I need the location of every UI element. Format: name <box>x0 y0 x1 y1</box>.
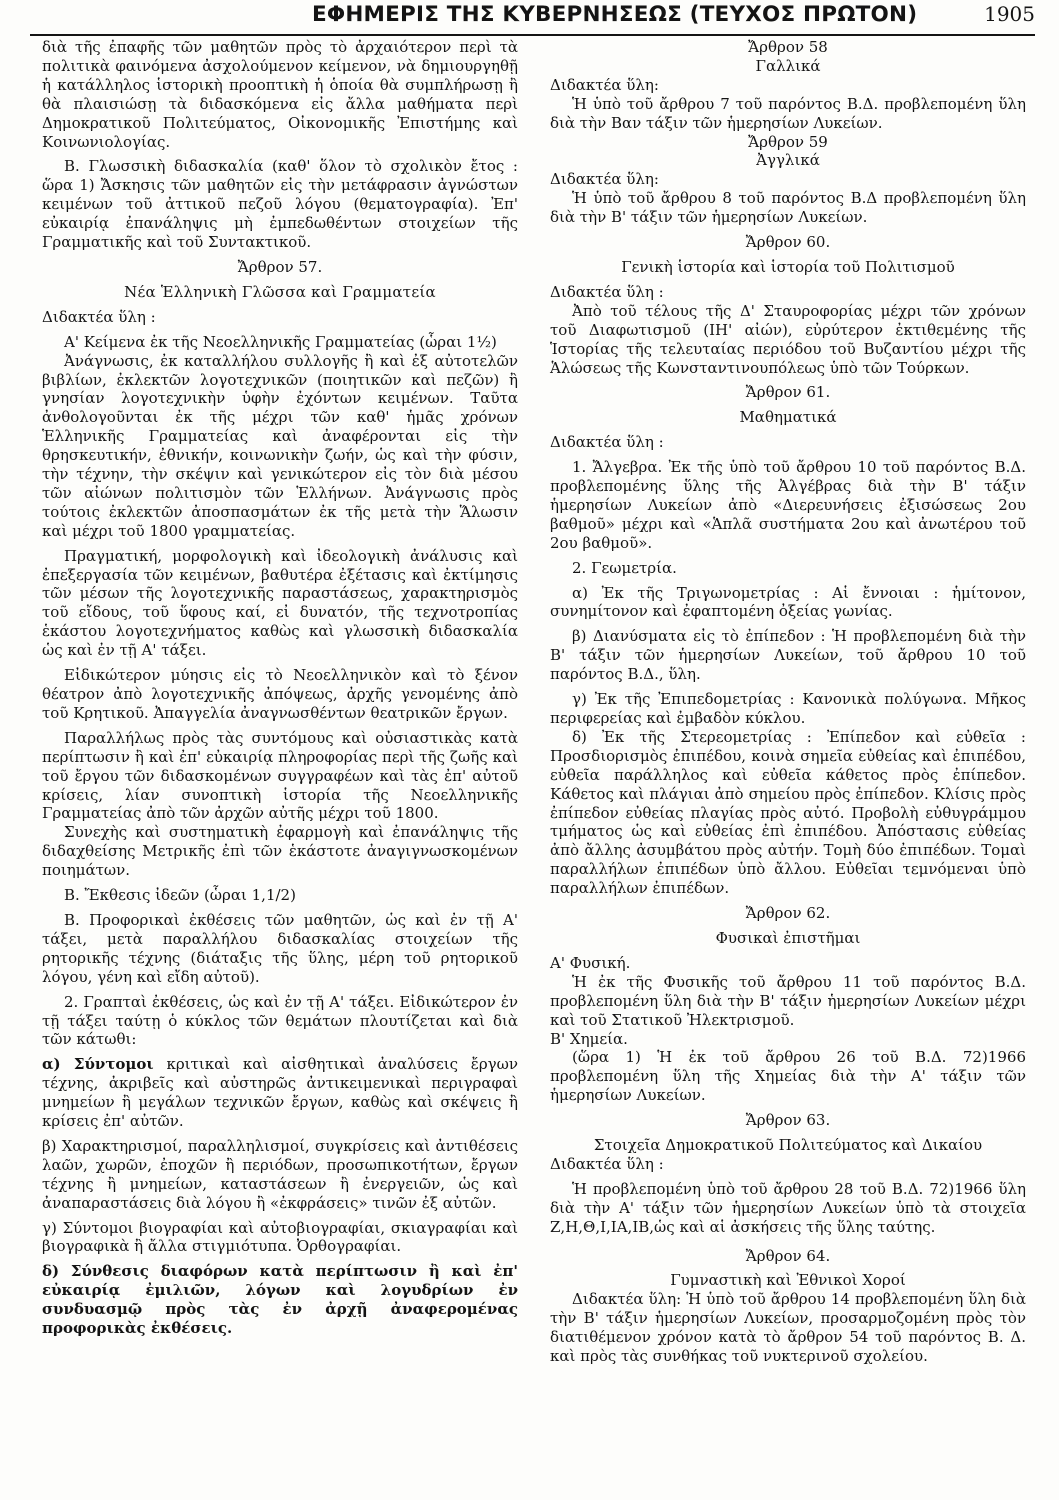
paragraph: 1. Ἄλγεβρα. Ἐκ τῆς ὑπὸ τοῦ ἄρθρου 10 τοῦ παρόντος Β.Δ. προβλεπομένης ὕλης τῆς Ἀλγέβρας διὰ τὴν Β' τάξιν ἡμερησίων Λυκείων ἀπὸ «Διερευνήσεις ἐξισώσεως 2ου βαθμοῦ» μέχρι καὶ «Ἁπλᾶ συστήματα 2ου καὶ ἀνωτέρου τοῦ 2ου βαθμοῦ». <box>550 458 1026 552</box>
article-heading: Ἄρθρον 60. <box>745 233 831 252</box>
article-heading: Ἄρθρον 64. <box>745 1246 831 1265</box>
list-item: β) Διανύσματα εἰς τὸ ἐπίπεδον : Ἡ προβλεπομένη διὰ τὴν Β' τάξιν τῶν ἡμερησίων Λυκείων, τοῦ ἄρθρου 10 τοῦ παρόντος Β.Δ., ὕλη. <box>550 627 1026 684</box>
article-subject: Γυμναστικὴ καὶ Ἐθνικοὶ Χοροί <box>670 1271 906 1290</box>
article-heading: Ἄρθρον 63. <box>745 1111 831 1130</box>
item-text: κριτικαὶ καὶ αἰσθητικαὶ ἀναλύσεις ἔργων τέχνης, ἀκριβεῖς καὶ αὐστηρῶς ἀντικειμενικαὶ περιγραφαὶ μνημείων ἢ μεγάλων τεχνικῶν ἔργων, καθὼς καὶ σκέψεις ἢ κρίσεις ἐπ' αὐτῶν. <box>42 1055 518 1131</box>
header-title: ΕΦΗΜΕΡΙΣ ΤΗΣ ΚΥΒΕΡΝΗΣΕΩΣ (ΤΕΥΧΟΣ ΠΡΩΤΟΝ) <box>312 2 918 27</box>
list-item: α) Ἐκ τῆς Τριγωνομετρίας : Αἱ ἔννοιαι : ἡμίτονον, συνημίτονον καὶ ἐφαπτομένη ὀξείας γωνίας. <box>550 583 1026 621</box>
paragraph: Ἡ ὑπὸ τοῦ ἄρθρου 7 τοῦ παρόντος Β.Δ. προβλεπομένη ὕλη διὰ τὴν Βαν τάξιν τῶν ἡμερησίων Λυκείων. <box>550 94 1026 132</box>
paragraph: Β. Γλωσσικὴ διδασκαλία (καθ' ὅλον τὸ σχολικὸν ἔτος : ὥρα 1) Ἄσκησις τῶν μαθητῶν εἰς τὴν μετάφρασιν ἀγνώστων κειμένων τοῦ ἀττικοῦ πεζοῦ λόγου (θεματογραφία). Ἐπ' εὐκαιρίᾳ ἐπανάληψις μὴ ἐμπεδωθέντων στοιχείων τῆς Γραμματικῆς καὶ τοῦ Συντακτικοῦ. <box>42 157 518 252</box>
article-heading: Ἄρθρον 58 <box>748 38 828 56</box>
article-subject: Στοιχεῖα Δημοκρατικοῦ Πολιτεύματος καὶ Δικαίου <box>593 1136 983 1155</box>
article-heading: Ἄρθρον 57. <box>237 257 323 276</box>
section-heading: Β. Ἔκθεσις ἰδεῶν (ὧραι 1,1/2) <box>64 886 296 905</box>
article-subject: Ἀγγλικά <box>756 151 820 170</box>
paragraph: Εἰδικώτερον μύησις εἰς τὸ Νεοελληνικὸν καὶ τὸ ξένον θέατρον ἀπὸ λογοτεχνικῆς ἀπόψεως, ἀρχῆς γενομένης ἀπὸ τοῦ Κρητικοῦ. Ἀπαγγελία ἀναγνωσθέντων θεατρικῶν ἔργων. <box>42 666 518 722</box>
paragraph: (ὥρα 1) Ἡ ἐκ τοῦ ἄρθρου 26 τοῦ Β.Δ. 72)1966 προβλεπομένη ὕλη τῆς Χημείας διὰ τὴν Α' τάξιν τῶν ἡμερησίων Λυκείων. <box>550 1048 1026 1105</box>
syllabus-label: Διδακτέα ὕλη : <box>550 282 664 301</box>
list-item: γ) Ἐκ τῆς Ἐπιπεδομετρίας : Κανονικὰ πολύγωνα. Μῆκος περιφερείας καὶ ἐμβαδὸν κύκλου. <box>550 690 1026 727</box>
paragraph: Ἡ ὑπὸ τοῦ ἄρθρου 8 τοῦ παρόντος Β.Δ προβλεπομένη ὕλη διὰ τὴν Β' τάξιν τῶν ἡμερησίων Λυκείων. <box>550 189 1026 227</box>
paragraph: Παραλλήλως πρὸς τὰς συντόμους καὶ οὐσιαστικὰς κατὰ περίπτωσιν ἢ καὶ ἐπ' εὐκαιρίᾳ πληροφορίας περὶ τῆς ζωῆς καὶ τοῦ ἔργου τῶν διδασκομένων συγγραφέων καὶ τὰς ἐπ' αὐτοῦ κρίσεις, λίαν συνοπτικὴ ἱστορία τῆς Νεοελληνικῆς Γραμματείας ἀπὸ τῶν ἀρχῶν αὐτῆς μέχρι τοῦ 1800. <box>42 728 518 823</box>
paragraph: Πραγματική, μορφολογικὴ καὶ ἰδεολογικὴ ἀνάλυσις καὶ ἐπεξεργασία τῶν κειμένων, βαθυτέρα ἐξέτασις καὶ ἐκτίμησις τῶν μέσων τῆς λογοτεχνικῆς παραστάσεως, χαρακτηρισμὸς τοῦ εἴδους, τοῦ ὕφους καί, εἰ δυνατόν, τῆς τεχνοτροπίας ἑκάστου λογοτεχνήματος καθὼς καὶ γλωσσικὴ διδασκαλία ὡς καὶ ἐν τῇ Α' τάξει. <box>42 546 518 660</box>
item-lead: α) Σύντομοι <box>42 1055 154 1074</box>
article-subject: Γαλλικά <box>755 56 821 75</box>
section-heading: Β' Χημεία. <box>550 1029 628 1048</box>
article-subject: Γενικὴ ἱστορία καὶ ἱστορία τοῦ Πολιτισμοῦ <box>621 257 955 276</box>
list-item: γ) Σύντομοι βιογραφίαι καὶ αὐτοβιογραφίαι, σκιαγραφίαι καὶ βιογραφικὰ ἢ ἄλλα στιγμιότυπα. Ὀρθογραφίαι. <box>42 1218 518 1256</box>
paragraph: Ἡ ἐκ τῆς Φυσικῆς τοῦ ἄρθρου 11 τοῦ παρόντος Β.Δ. προβλεπομένη ὕλη διὰ τὴν Β' τάξιν ἡμερησίων Λυκείων μέχρι καὶ τοῦ Στατικοῦ Ἠλεκτρισμοῦ. <box>550 972 1026 1029</box>
page-header <box>30 0 1035 36</box>
paragraph: Β. Προφορικαὶ ἐκθέσεις τῶν μαθητῶν, ὡς καὶ ἐν τῇ Α' τάξει, μετὰ παραλλήλου διδασκαλίας στοιχείων τῆς ρητορικῆς τέχνης (διάταξις τῆς ὕλης, μέρη τοῦ ρητορικοῦ λόγου, γένη καὶ εἴδη αὐτοῦ). <box>42 910 518 986</box>
paragraph: Διδακτέα ὕλη: Ἡ ὑπὸ τοῦ ἄρθρου 14 προβλεπομένη ὕλη διὰ τὴν Β' τάξιν ἡμερησίων Λυκείων, προσαρμοζομένη πρὸς τὸν διατιθέμενον χρόνον κατὰ τὸ ἄρθρον 54 τοῦ παρόντος Β. Δ. καὶ πρὸς τὰς συνθήκας τοῦ νυκτερινοῦ σχολείου. <box>550 1290 1026 1366</box>
paragraph: Ἀπὸ τοῦ τέλους τῆς Δ' Σταυροφορίας μέχρι τῶν χρόνων τοῦ Διαφωτισμοῦ (ΙΗ' αἰών), εὐρύτερον ἐκτιθεμένης τῆς Ἱστορίας τῆς τελευταίας περιόδου τοῦ Βυζαντίου μέχρι τῆς Ἁλώσεως τῆς Κωνσταντινουπόλεως ὑπὸ τῶν Τούρκων. <box>550 301 1026 377</box>
section-heading: Α' Φυσική. <box>550 953 631 972</box>
article-subject: Μαθηματικά <box>739 408 837 427</box>
list-item: δ) Σύνθεσις διαφόρων κατὰ περίπτωσιν ἢ καὶ ἐπ' εὐκαιρίᾳ ἐμιλιῶν, λόγων καὶ λογυδρίων ἐν συνδυασμῷ πρὸς τὰς ἐν ἀρχῇ ἀναφερομένας προφορικὰς ἐκθέσεις. <box>42 1262 518 1338</box>
article-heading: Ἄρθρον 61. <box>745 383 831 402</box>
left-column <box>42 38 518 1338</box>
right-column <box>550 38 1026 1366</box>
article-heading: Ἄρθρον 59 <box>748 132 828 151</box>
article-heading: Ἄρθρον 62. <box>745 904 831 923</box>
paragraph: Συνεχὴς καὶ συστηματικὴ ἐφαρμογὴ καὶ ἐπανάληψις τῆς διδαχθείσης Μετρικῆς ἐπὶ τῶν ἑκάστοτε ἀναγιγνωσκομένων ποιημάτων. <box>42 823 518 880</box>
paragraph: διὰ τῆς ἐπαφῆς τῶν μαθητῶν πρὸς τὸ ἀρχαιότερον περὶ τὰ πολιτικὰ φαινόμενα ἀσχολούμενον κείμενον, νὰ δημιουργηθῇ ἡ κατάλληλος ἱστορικὴ προοπτικὴ ἡ ὁποία θὰ συμπλήρωσῃ ἢ θὰ πλαισιώσῃ τὰ διδασκόμενα εἰς ἄλλα μαθήματα περὶ Δημοκρατικοῦ Πολιτεύματος, Οἰκονομικῆς Ἐπιστήμης καὶ Κοινωνιολογίας. <box>42 38 518 151</box>
paragraph: Ἀνάγνωσις, ἐκ καταλλήλου συλλογῆς ἢ καὶ ἐξ αὐτοτελῶν βιβλίων, ἐκλεκτῶν λογοτεχνικῶν (ποιητικῶν καὶ πεζῶν) ἢ γνησίαν λογοτεχνικὴν ὑφὴν ἐχόντων κειμένων. Ταῦτα ἀνθολογοῦνται ἐκ τῆς μέχρι τῶν καθ' ἡμᾶς χρόνων Ἑλληνικῆς Γραμματείας καὶ ἀναφέρονται εἰς τὴν θρησκευτικήν, ἐθνικήν, κοινωνικὴν ζωήν, ὡς καὶ τὴν φύσιν, τὴν τέχνην, τὴν σκέψιν καὶ γενικώτερον εἰς τὸν διὰ μέσου τῶν αἰώνων πολιτισμὸν τῶν Ἑλλήνων. Ἀνάγνωσις πρὸς τούτοις ἐκλεκτῶν ἀποσπασμάτων ἐκ τῆς μετὰ τὴν Ἅλωσιν καὶ μέχρι τοῦ 1800 γραμματείας. <box>42 351 518 540</box>
paragraph: 2. Γεωμετρία. <box>572 558 677 577</box>
syllabus-label: Διδακτέα ὕλη : <box>550 433 664 452</box>
list-item: β) Χαρακτηρισμοί, παραλληλισμοί, συγκρίσεις καὶ ἀντιθέσεις λαῶν, χωρῶν, ἐποχῶν ἢ περιόδων, προσωπικοτήτων, ἔργων τέχνης ἢ μνημείων, καταστάσεων ἢ ἐνεργειῶν, ὡς καὶ ἀναπαραστάσεις διὰ λόγου ἢ «ἐκφράσεις» τινῶν ἐξ αὐτῶν. <box>42 1136 518 1212</box>
section-heading: Α' Κείμενα ἐκ τῆς Νεοελληνικῆς Γραμματείας (ὧραι 1½) <box>64 332 497 351</box>
syllabus-label: Διδακτέα ὕλη : <box>42 307 156 326</box>
article-subject: Νέα Ἑλληνικὴ Γλῶσσα καὶ Γραμματεία <box>124 282 436 301</box>
article-subject: Φυσικαὶ ἐπιστῆμαι <box>715 928 861 947</box>
syllabus-label: Διδακτέα ὕλη: <box>550 170 659 189</box>
page-number: 1905 <box>984 2 1035 26</box>
paragraph: Ἡ προβλεπομένη ὑπὸ τοῦ ἄρθρου 28 τοῦ Β.Δ. 72)1966 ὕλη διὰ τὴν Α' τάξιν τῶν ἡμερησίων Λυκείων ὑπὸ τὰ στοιχεῖα Ζ,Η,Θ,Ι,ΙΑ,ΙΒ,ὡς καὶ αἱ ἀσκήσεις τῆς ὕλης ταύτης. <box>550 1179 1026 1236</box>
list-item <box>42 1055 518 1131</box>
syllabus-label: Διδακτέα ὕλη: <box>550 75 659 94</box>
syllabus-label: Διδακτέα ὕλη : <box>550 1154 664 1173</box>
list-item: δ) Ἐκ τῆς Στερεομετρίας : Ἐπίπεδον καὶ εὐθεῖα : Προσδιορισμὸς ἐπιπέδου, κοινὰ σημεῖα εὐθείας καὶ ἐπιπέδου, εὐθεῖα παράλληλος καὶ εὐθεῖα κάθετος πρὸς ἐπίπεδον. Κάθετος καὶ πλάγιαι ἀπὸ σημείου πρὸς ἐπίπεδον. Κλίσις πρὸς ἐπίπεδον εὐθείας πλαγίας πρὸς αὐτό. Προβολὴ εὐθυγράμμου τμήματος ὡς καὶ εὐθείας ἐπὶ ἐπιπέδου. Ἀπόστασις εὐθείας ἀπὸ ἄλλης ἀσυμβάτου πρὸς αὐτήν. Τομὴ δύο ἐπιπέδων. Τομαὶ παραλλήλων ἐπιπέδων ὑπὸ ἄλλου. Εὐθεῖαι τεμνόμεναι ὑπὸ παραλλήλων ἐπιπέδων. <box>550 727 1026 898</box>
paragraph: 2. Γραπταὶ ἐκθέσεις, ὡς καὶ ἐν τῇ Α' τάξει. Εἰδικώτερον ἐν τῇ τάξει ταύτῃ ὁ κύκλος τῶν θεμάτων πλουτίζεται καὶ διὰ τῶν κάτωθι: <box>42 992 518 1049</box>
